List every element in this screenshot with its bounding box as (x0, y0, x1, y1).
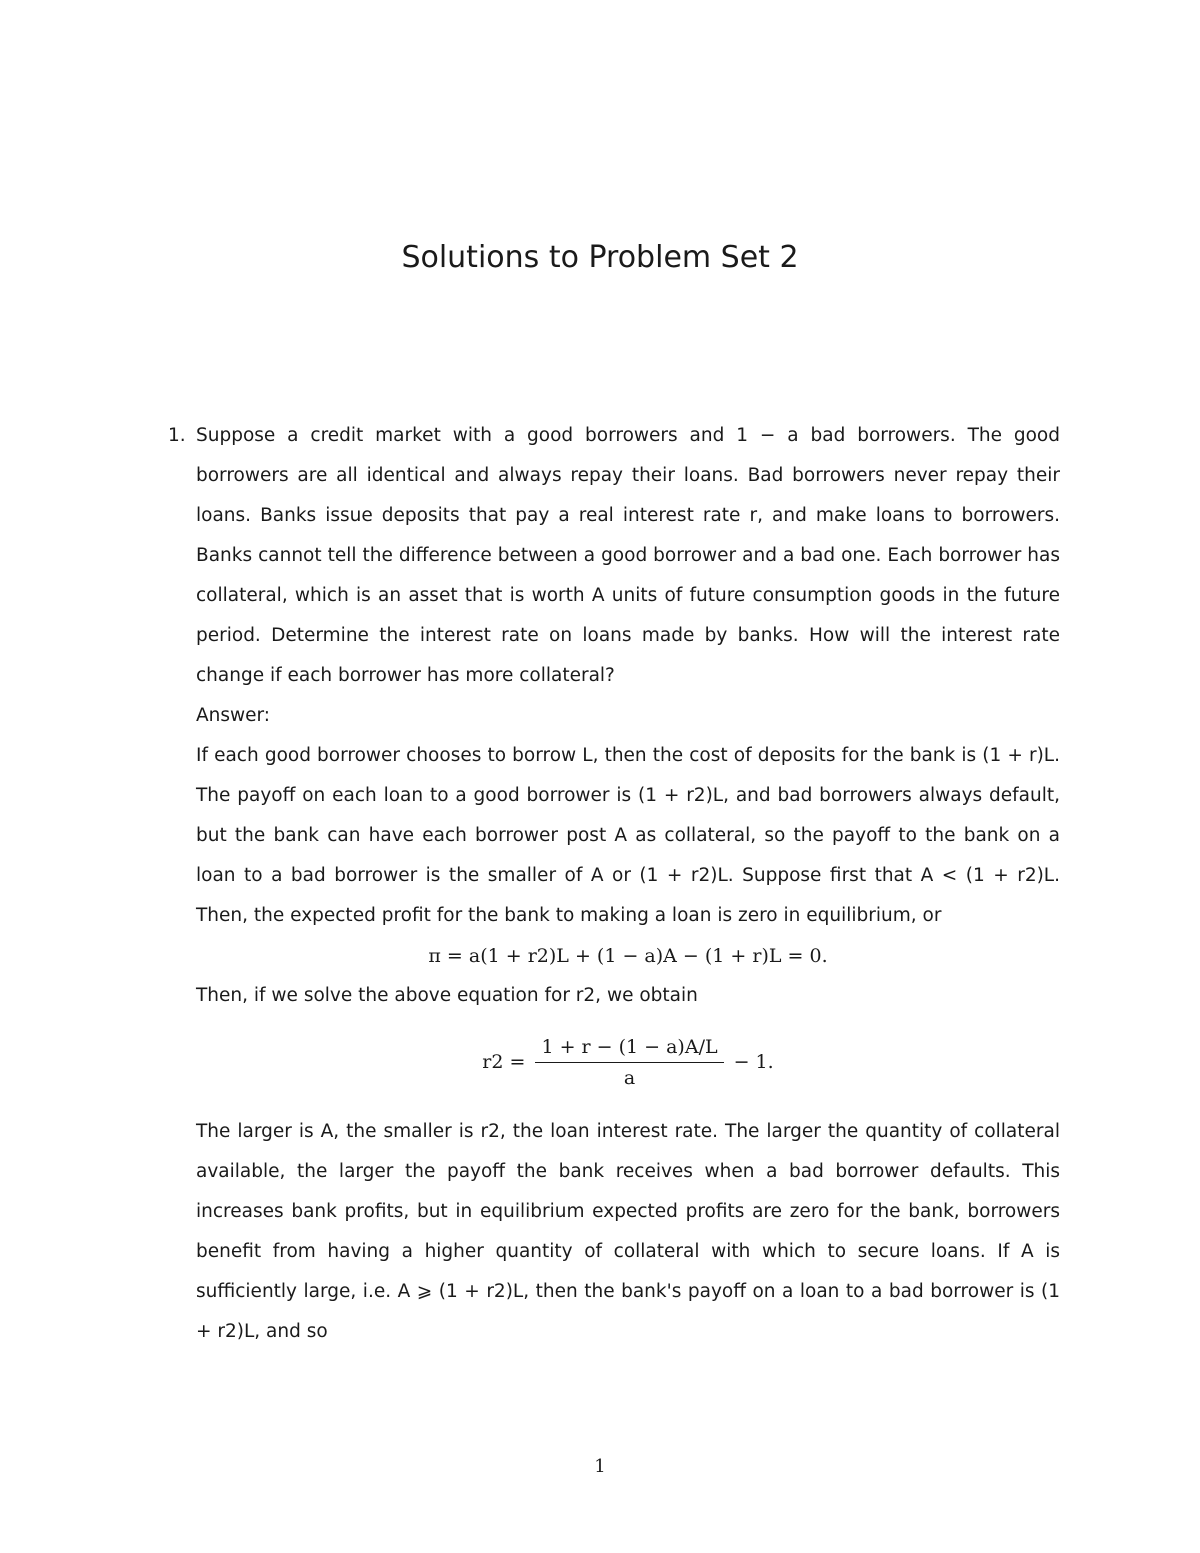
page-number: 1 (594, 1456, 606, 1477)
profit-equation: π = a(1 + r2)L + (1 − a)A − (1 + r)L = 0. (428, 945, 828, 967)
equation-numerator: 1 + r − (1 − a)A/L (535, 1034, 723, 1063)
problem-body (168, 416, 1060, 1352)
problem-question: Suppose a credit market with a good borrowers and 1 − a bad borrowers. The good borrowers are all identical and always repay their loans. Bad borrowers never repay their loans. Banks issue deposits that pay a real interest rate r, and make loans to borrowers. Banks cannot tell the difference between a good borrower and a bad one. Each borrower has collateral, which is an asset that is worth A units of future consumption goods in the future period. Determine the interest rate on loans made by banks. How will the interest rate change if each borrower has more collateral? (196, 425, 1060, 686)
equation-denominator: a (623, 1066, 636, 1089)
page-title: Solutions to Problem Set 2 (401, 240, 799, 275)
answer-paragraph-1: If each good borrower chooses to borrow L, then the cost of deposits for the bank is (1 + r)L. The payoff on each loan to a good borrower is (1 + r2)L, and bad borrowers always default, but the bank can have each borrower post A as collateral, so the payoff to the bank on a loan to a bad borrower is the smaller of A or (1 + r2)L. Suppose first that A < (1 + r2)L. Then, the expected profit for the bank to making a loan is zero in equilibrium, or (196, 745, 1060, 926)
answer-label: Answer: (196, 705, 271, 726)
problem-number: 1. (168, 425, 186, 446)
interest-rate-equation (196, 1030, 1060, 1094)
equation-rhs: − 1. (733, 1051, 774, 1073)
answer-paragraph-3: The larger is A, the smaller is r2, the loan interest rate. The larger the quantity of collateral available, the larger the payoff the bank receives when a bad borrower defaults. This increases bank profits, but in equilibrium expected profits are zero for the bank, borrowers benefit from having a higher quantity of collateral with which to secure loans. If A is sufficiently large, i.e. A ⩾ (1 + r2)L, then the bank's payoff on a loan to a bad borrower is (1 + r2)L, and so (196, 1121, 1060, 1342)
answer-paragraph-2: Then, if we solve the above equation for r2, we obtain (196, 985, 698, 1006)
equation-fraction (535, 1034, 723, 1091)
equation-lhs: r2 = (482, 1051, 526, 1073)
